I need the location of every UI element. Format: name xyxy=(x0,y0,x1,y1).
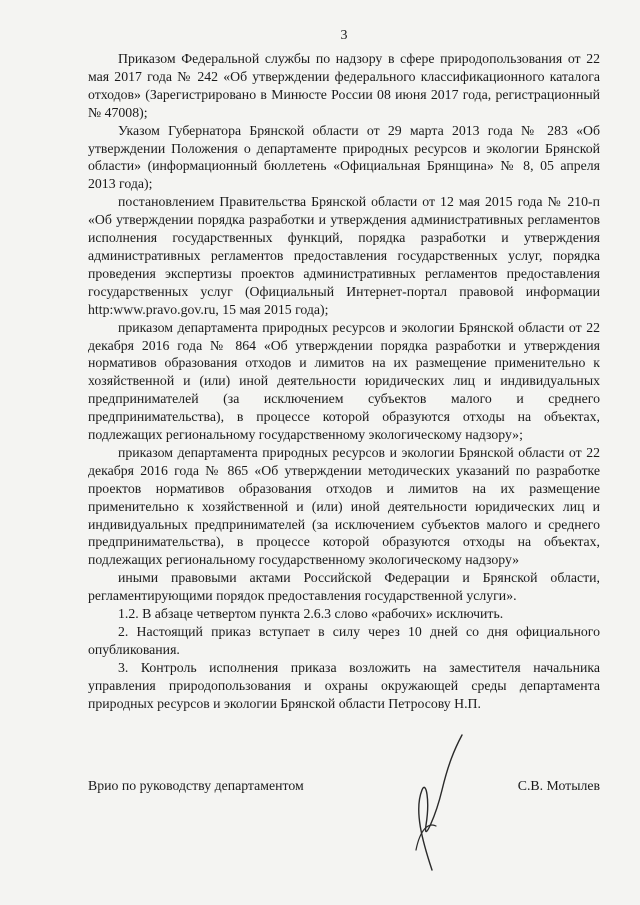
paragraph-item-1-2: 1.2. В абзаце четвертом пункта 2.6.3 слово «рабочих» исключить. xyxy=(118,606,504,622)
paragraph-rosprirodnadzor-order: Приказом Федеральной службы по надзору в сфере природопользования от 22 мая 2017 года № 242 «Об утверждении федерального классификационного каталога отходов» (Зарегистрировано в Минюсте России 08 июня 2017 года, регистрационный № 47008); xyxy=(88,51,600,120)
paragraph-order-864: приказом департамента природных ресурсов и экологии Брянской области от 22 декабря 2016 года № 864 «Об утверждении порядка разработки и утверждения нормативов образования отходов и лимитов на их размещение применительно к хозяйственной и (или) иной деятельности юридических лиц и индивидуальных предпринимателей (за исключением субъектов малого и среднего предпринимательства), в процессе которой образуются отходы на объектах, подлежащих региональному государственному экологическому надзору»; xyxy=(88,319,600,443)
signatory-position: Врио по руководству департаментом xyxy=(88,778,304,793)
paragraph-item-2: 2. Настоящий приказ вступает в силу через 10 дней со дня официального опубликования. xyxy=(88,624,600,657)
paragraph-order-865: приказом департамента природных ресурсов и экологии Брянской области от 22 декабря 2016 года № 865 «Об утверждении методических указаний по разработке проектов нормативов образования отходов и лимитов на их размещение применительно к хозяйственной и (или) иной деятельности юридических лиц и индивидуальных предпринимателей (за исключением субъектов малого и среднего предпринимательства), в процессе которой образуются отходы на объектах, подлежащих региональному государственному экологическому надзору» xyxy=(88,444,600,568)
signature-block xyxy=(88,778,600,794)
paragraph-item-3: 3. Контроль исполнения приказа возложить на заместителя начальника управления природопользования и охраны окружающей среды департамента природных ресурсов и экологии Брянской области Петросову Н.П. xyxy=(88,659,600,711)
paragraph-other-acts: иными правовыми актами Российской Федерации и Брянской области, регламентирующими порядок предоставления государственной услуги». xyxy=(88,570,600,604)
paragraph-governor-decree: Указом Губернатора Брянской области от 29 марта 2013 года № 283 «Об утверждении Положения о департаменте природных ресурсов и экологии Брянской области» (информационный бюллетень «Официальная Брянщина» № 8, 05 апреля 2013 года); xyxy=(88,122,600,192)
signatory-name: С.В. Мотылев xyxy=(517,778,600,793)
handwritten-signature xyxy=(392,730,472,880)
page-number: 3 xyxy=(340,28,348,43)
paragraph-government-resolution: постановлением Правительства Брянской области от 12 мая 2015 года № 210-п «Об утверждении порядка разработки и утверждения административных регламентов исполнения государственных функций, порядка разработки и утверждения административных регламентов предоставления государственных услуг, порядка проведения экспертизы проектов административных регламентов предоставления государственных услуг (Официальный Интернет-портал правовой информации http:www.pravo.gov.ru, 15 мая 2015 года); xyxy=(88,194,600,317)
